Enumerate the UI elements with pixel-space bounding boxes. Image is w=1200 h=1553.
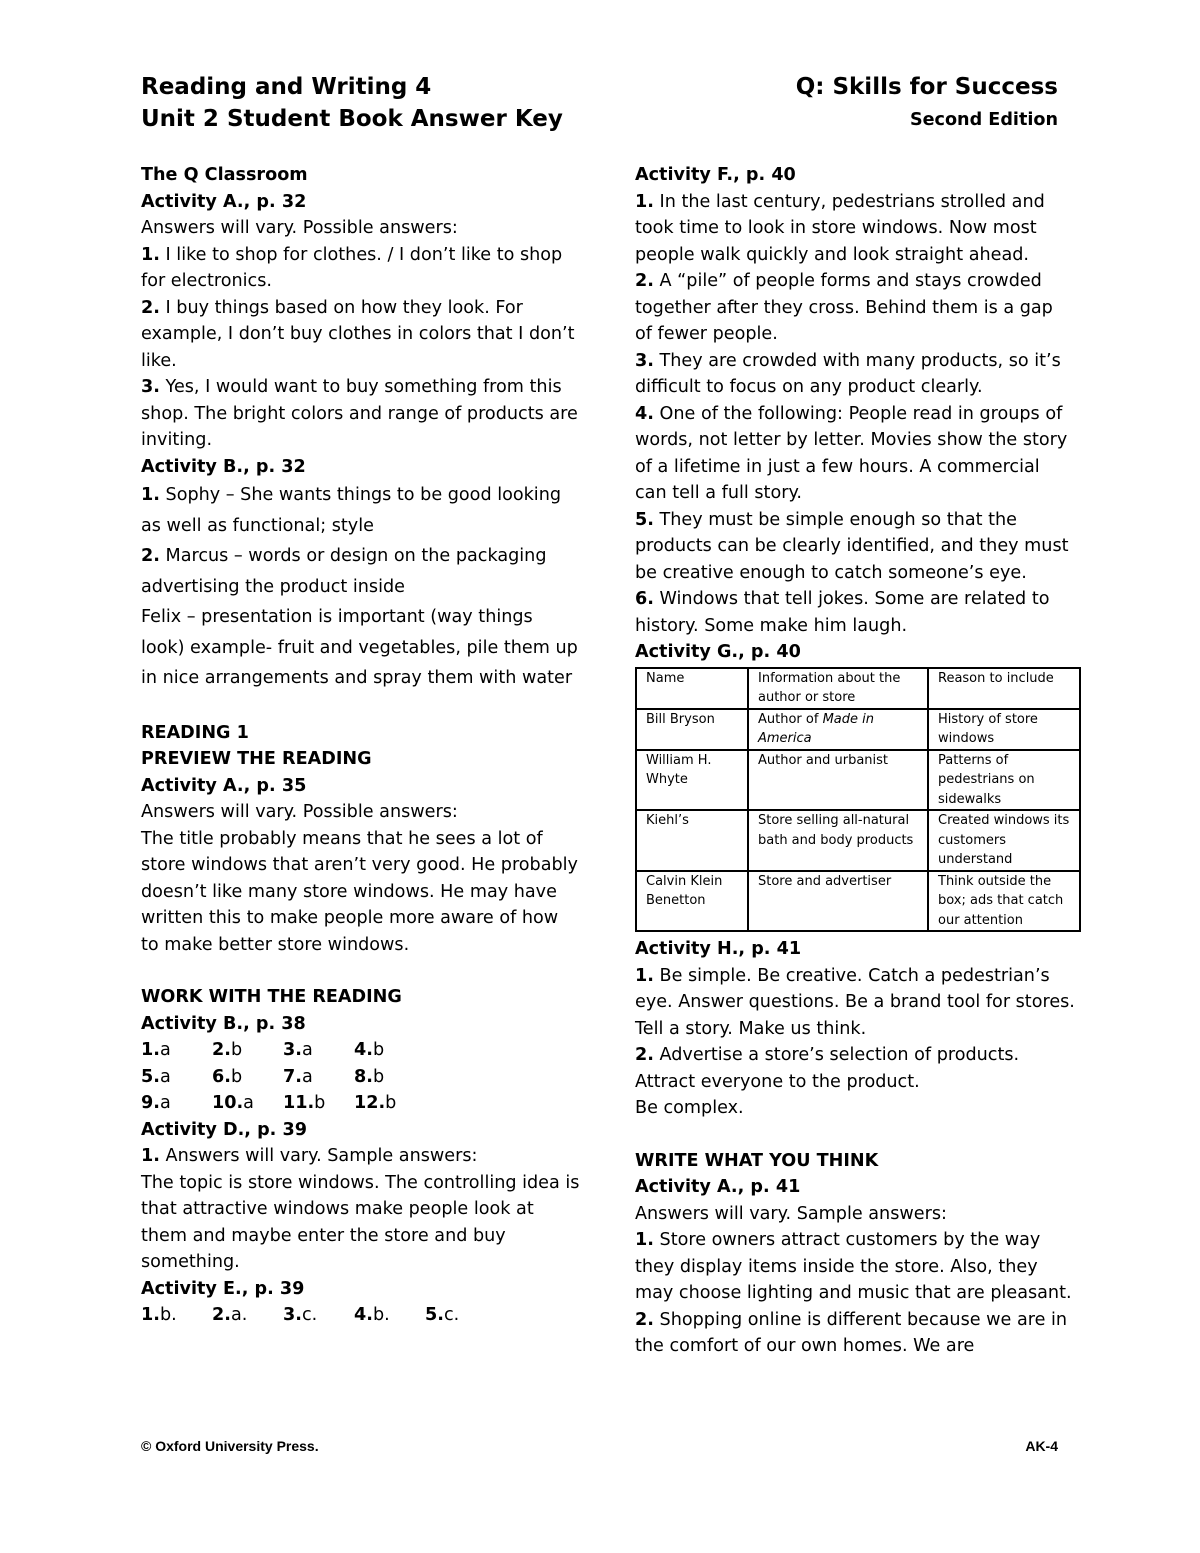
activity-heading: Activity A., p. 32 xyxy=(141,191,307,212)
answer-item xyxy=(635,586,1075,639)
table-cell: Calvin Klein Benetton xyxy=(636,871,748,932)
answer-cell: 3.a xyxy=(283,1040,313,1060)
table-header-cell: Reason to include xyxy=(928,668,1080,709)
answer-row xyxy=(141,1064,581,1091)
item-text: Answers will vary. Sample answers: xyxy=(159,1146,478,1166)
item-text: In the last century, pedestrians strolled and took time to look in store windows. Now most people walk quickly and look straight ahead. xyxy=(635,191,1045,265)
item-number: 4. xyxy=(635,403,654,424)
answer-text: Attract everyone to the product. xyxy=(635,1071,920,1092)
item-number: 1. xyxy=(141,1146,160,1166)
table-cell: Author and urbanist xyxy=(748,750,928,811)
spacer xyxy=(141,958,581,984)
answer-intro: Answers will vary. Possible answers: xyxy=(141,802,458,822)
table-row xyxy=(636,750,1080,811)
activity-heading: Activity F., p. 40 xyxy=(635,165,796,185)
section-heading: WRITE WHAT YOU THINK xyxy=(635,1150,879,1171)
edition-label: Second Edition xyxy=(909,110,1058,130)
item-text: Marcus – words or design on the packaging advertising the product inside xyxy=(141,546,547,597)
item-number: 2. xyxy=(141,546,160,566)
table-header-cell: Name xyxy=(636,668,748,709)
answer-intro: Answers will vary. Possible answers: xyxy=(141,218,458,238)
answer-row xyxy=(141,1090,581,1117)
section-heading: The Q Classroom xyxy=(141,165,308,185)
item-number: 2. xyxy=(635,1045,654,1065)
book-title: Reading and Writing 4 xyxy=(141,74,432,100)
table-cell: Patterns of pedestrians on sidewalks xyxy=(928,750,1080,811)
table-header-row xyxy=(636,668,1080,709)
activity-heading: Activity E., p. 39 xyxy=(141,1278,305,1299)
answer-cell: 1.b. xyxy=(141,1305,177,1325)
table-cell: Created windows its customers understand xyxy=(928,810,1080,871)
answer-item xyxy=(635,963,1075,1043)
copyright-footer: © Oxford University Press. xyxy=(141,1438,319,1454)
right-column xyxy=(635,162,1075,1360)
item-text: Shopping online is different because we are in the comfort of our own homes. We are xyxy=(635,1309,1068,1356)
table-cell: Store and advertiser xyxy=(748,871,928,932)
answer-cell: 5.a xyxy=(141,1066,171,1087)
item-number: 1. xyxy=(141,485,160,505)
book-title-italic: Made in America xyxy=(758,711,874,746)
answer-item xyxy=(141,1143,581,1170)
activity-g-table xyxy=(635,667,1081,933)
answer-row xyxy=(141,1037,581,1064)
answer-item xyxy=(635,189,1075,269)
section-heading: READING 1 xyxy=(141,722,249,743)
item-number: 2. xyxy=(635,271,654,291)
spacer xyxy=(141,694,581,720)
answer-item xyxy=(635,268,1075,348)
answer-cell: 1.a xyxy=(141,1040,171,1060)
answer-item xyxy=(635,401,1075,507)
answer-cell: 8.b xyxy=(354,1066,385,1087)
table-cell: Bill Bryson xyxy=(636,709,748,750)
answer-item xyxy=(635,1307,1075,1360)
item-number: 3. xyxy=(635,350,654,371)
answer-item xyxy=(141,242,581,295)
answer-text: The title probably means that he sees a lot of store windows that aren’t very good. He probably doesn’t like many store windows. He may have written this to make people more aware of how to make better store windows. xyxy=(141,828,578,955)
item-number: 2. xyxy=(635,1309,654,1330)
answer-cell: 12.b xyxy=(354,1093,397,1113)
item-text: One of the following: People read in groups of words, not letter by letter. Movies show the story of a lifetime in just a few hours. A commercial can tell a full story. xyxy=(635,403,1068,503)
activity-heading: Activity B., p. 32 xyxy=(141,456,306,477)
item-text: Yes, I would want to buy something from this shop. The bright colors and range of products are inviting. xyxy=(141,377,578,450)
answer-item xyxy=(141,295,581,375)
item-number: 1. xyxy=(635,965,654,986)
answer-cell: 2.b xyxy=(212,1040,243,1060)
activity-heading: Activity G., p. 40 xyxy=(635,642,801,662)
item-number: 1. xyxy=(635,1230,654,1250)
answer-cell: 11.b xyxy=(283,1093,326,1113)
section-subheading: PREVIEW THE READING xyxy=(141,749,372,769)
table-cell: Think outside the box; ads that catch our attention xyxy=(928,871,1080,932)
item-text: Advertise a store’s selection of products. xyxy=(653,1045,1020,1065)
section-heading: WORK WITH THE READING xyxy=(141,987,402,1007)
answer-item xyxy=(635,348,1075,401)
answer-cell: 4.b xyxy=(354,1040,385,1060)
answer-cell: 10.a xyxy=(212,1093,254,1113)
answer-cell: 4.b. xyxy=(354,1305,390,1325)
item-number: 1. xyxy=(635,191,654,212)
table-cell: William H. Whyte xyxy=(636,750,748,811)
activity-b-answers xyxy=(141,480,581,694)
item-text: Sophy – She wants things to be good looking as well as functional; style xyxy=(141,485,562,536)
table-row xyxy=(636,810,1080,871)
answer-text: The topic is store windows. The controlling idea is that attractive windows make people look at them and maybe enter the store and buy something. xyxy=(141,1172,580,1272)
answer-cell: 3.c. xyxy=(283,1305,318,1325)
table-cell: Author of Made in America xyxy=(748,709,928,750)
answer-cell: 9.a xyxy=(141,1093,171,1113)
activity-heading: Activity D., p. 39 xyxy=(141,1119,307,1140)
table-cell: History of store windows xyxy=(928,709,1080,750)
left-column xyxy=(141,162,581,1329)
item-text: Store owners attract customers by the way they display items inside the store. Also, they may choose lighting and music that are pleasant. xyxy=(635,1230,1072,1303)
activity-heading: Activity A., p. 35 xyxy=(141,775,307,796)
answer-item xyxy=(141,541,581,602)
table-row xyxy=(636,871,1080,932)
answer-intro: Answers will vary. Sample answers: xyxy=(635,1203,947,1224)
answer-item xyxy=(635,507,1075,587)
table-cell: Kiehl’s xyxy=(636,810,748,871)
answer-item xyxy=(635,1227,1075,1307)
unit-title: Unit 2 Student Book Answer Key xyxy=(141,106,563,132)
item-text: They are crowded with many products, so it’s difficult to focus on any product clearly. xyxy=(635,350,1061,397)
item-number: 5. xyxy=(635,509,654,530)
item-text: They must be simple enough so that the products can be clearly identified, and they must be creative enough to catch someone’s eye. xyxy=(635,509,1069,583)
activity-heading: Activity B., p. 38 xyxy=(141,1013,306,1034)
item-text: I like to shop for clothes. / I don’t like to shop for electronics. xyxy=(141,244,563,291)
item-number: 2. xyxy=(141,297,160,318)
table-header-cell: Information about the author or store xyxy=(748,668,928,709)
item-number: 3. xyxy=(141,377,160,397)
answer-cell: 6.b xyxy=(212,1066,243,1087)
item-number: 1. xyxy=(141,244,160,265)
answer-cell: 2.a. xyxy=(212,1305,248,1325)
answer-text: Be complex. xyxy=(635,1098,744,1118)
answer-item xyxy=(141,374,581,454)
item-text: A “pile” of people forms and stays crowded together after they cross. Behind them is a gap of fewer people. xyxy=(635,271,1053,344)
item-text: I buy things based on how they look. For example, I don’t buy clothes in colors that I don’t like. xyxy=(141,297,575,371)
answer-row xyxy=(141,1302,581,1329)
answer-cell: 5.c. xyxy=(425,1305,460,1325)
answer-item xyxy=(141,480,581,541)
item-text: Windows that tell jokes. Some are related to history. Some make him laugh. xyxy=(635,589,1050,636)
activity-heading: Activity A., p. 41 xyxy=(635,1177,801,1197)
spacer xyxy=(635,1122,1075,1148)
answer-cell: 7.a xyxy=(283,1066,313,1087)
item-text: Be simple. Be creative. Catch a pedestrian’s eye. Answer questions. Be a brand tool for stores. Tell a story. Make us think. xyxy=(635,965,1075,1039)
series-title: Q: Skills for Success xyxy=(795,74,1058,100)
activity-heading: Activity H., p. 41 xyxy=(635,939,802,959)
item-number: 6. xyxy=(635,589,654,609)
answer-text: Felix – presentation is important (way things look) example- fruit and vegetables, pile them up in nice arrangements and spray them with water xyxy=(141,607,578,688)
answer-item xyxy=(635,1042,1075,1069)
table-row xyxy=(636,709,1080,750)
table-cell: Store selling all-natural bath and body products xyxy=(748,810,928,871)
page-number: AK-4 xyxy=(1025,1438,1058,1454)
